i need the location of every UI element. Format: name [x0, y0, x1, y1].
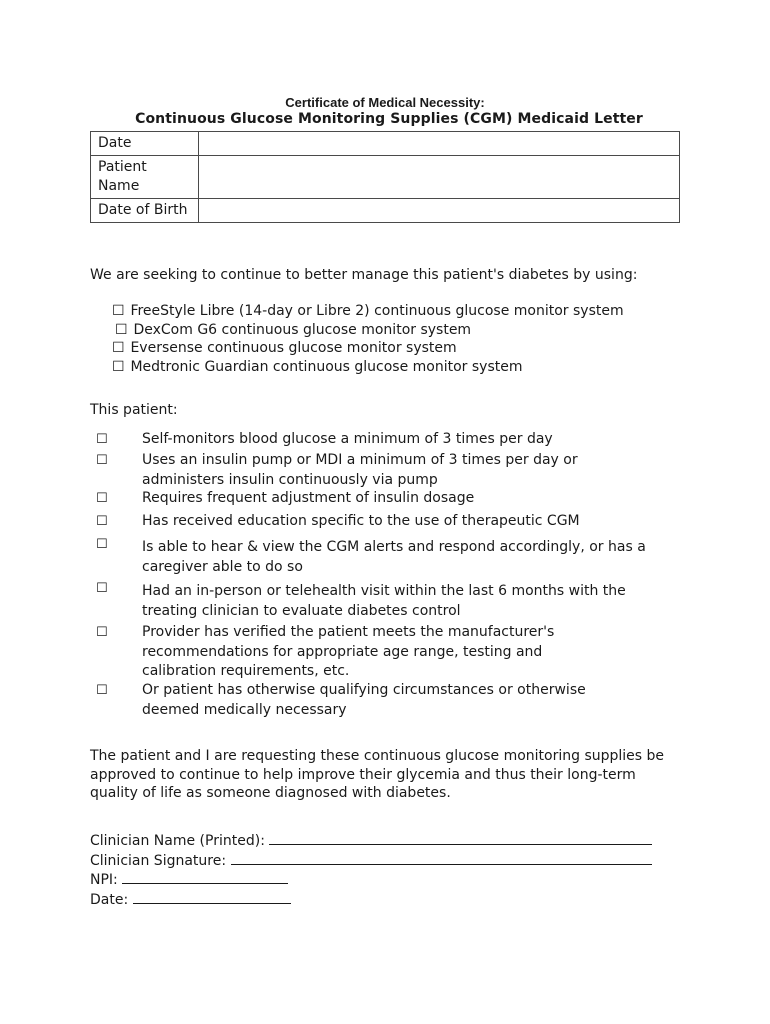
intro-paragraph: We are seeking to continue to better manage this patient's diabetes by using:: [90, 267, 638, 283]
criterion-text: Or patient has otherwise qualifying circumstances or otherwise deemed medically necessary: [142, 682, 586, 718]
cgm-system-list: [112, 302, 624, 376]
document-title: Continuous Glucose Monitoring Supplies (CGM) Medicaid Letter: [135, 111, 643, 127]
list-item: [112, 321, 624, 340]
clinician-signature-line: [90, 851, 652, 871]
criterion-text: Requires frequent adjustment of insulin dosage: [142, 490, 475, 506]
checkbox-icon[interactable]: ☐: [96, 537, 108, 552]
date-label: Date:: [90, 891, 129, 908]
clinician-name-label: Clinician Name (Printed):: [90, 833, 265, 849]
system-label: DexCom G6 continuous glucose monitor system: [133, 321, 472, 338]
checkbox-icon[interactable]: ☐: [112, 340, 125, 356]
patient-section-heading: This patient:: [90, 402, 178, 418]
closing-paragraph: The patient and I are requesting these continuous glucose monitoring supplies be approved to continue to help improve their glycemia and thus their long-term quality of life as someone diagnosed with diabetes.: [90, 748, 665, 801]
table-row: [91, 156, 680, 199]
checkbox-icon[interactable]: ☐: [112, 358, 125, 375]
date-of-birth-field[interactable]: [199, 199, 680, 223]
clinician-name-line: [90, 831, 652, 851]
checkbox-icon[interactable]: ☐: [96, 432, 108, 447]
criterion-text: Provider has verified the patient meets the manufacturer's recommendations for appropriate age range, testing and calibration requirements, etc.: [142, 624, 555, 679]
table-row: [91, 199, 680, 223]
date-field[interactable]: [199, 132, 680, 156]
checkbox-icon[interactable]: ☐: [115, 321, 128, 338]
patient-name-label: Patient Name: [91, 156, 199, 199]
clinician-signature-label: Clinician Signature:: [90, 852, 227, 869]
list-item: [112, 302, 624, 321]
signature-block: [90, 831, 652, 909]
npi-label: NPI:: [90, 872, 118, 888]
checkbox-icon[interactable]: ☐: [112, 303, 125, 319]
date-label: Date: [91, 132, 199, 156]
clinician-name-field[interactable]: [269, 831, 652, 845]
criterion-text: Uses an insulin pump or MDI a minimum of 3 times per day or administers insulin continuously via pump: [142, 452, 578, 488]
checkbox-icon[interactable]: ☐: [96, 683, 108, 698]
criterion-text: Has received education specific to the use of therapeutic CGM: [142, 513, 580, 529]
npi-line: [90, 870, 652, 890]
clinician-signature-field[interactable]: [231, 851, 652, 865]
checkbox-icon[interactable]: ☐: [96, 453, 108, 468]
list-item: [112, 358, 624, 377]
date-line: [90, 890, 652, 910]
patient-name-field[interactable]: [199, 156, 680, 199]
patient-info-table: [90, 131, 680, 223]
certificate-title: Certificate of Medical Necessity:: [285, 95, 485, 110]
npi-field[interactable]: [122, 870, 288, 884]
checkbox-icon[interactable]: ☐: [96, 581, 108, 596]
system-label: FreeStyle Libre (14-day or Libre 2) continuous glucose monitor system: [130, 303, 624, 319]
checkbox-icon[interactable]: ☐: [96, 514, 108, 529]
system-label: Eversense continuous glucose monitor system: [130, 340, 457, 356]
date-of-birth-label: Date of Birth: [91, 199, 199, 223]
checkbox-icon[interactable]: ☐: [96, 491, 108, 506]
criterion-text: Had an in-person or telehealth visit within the last 6 months with the treating clinician to evaluate diabetes control: [142, 583, 626, 619]
table-row: [91, 132, 680, 156]
list-item: [112, 339, 624, 358]
date-field[interactable]: [133, 890, 291, 904]
criterion-text: Is able to hear & view the CGM alerts and respond accordingly, or has a caregiver able to do so: [142, 539, 646, 575]
checkbox-icon[interactable]: ☐: [96, 625, 108, 640]
criterion-text: Self-monitors blood glucose a minimum of 3 times per day: [142, 431, 553, 447]
system-label: Medtronic Guardian continuous glucose monitor system: [130, 358, 523, 375]
